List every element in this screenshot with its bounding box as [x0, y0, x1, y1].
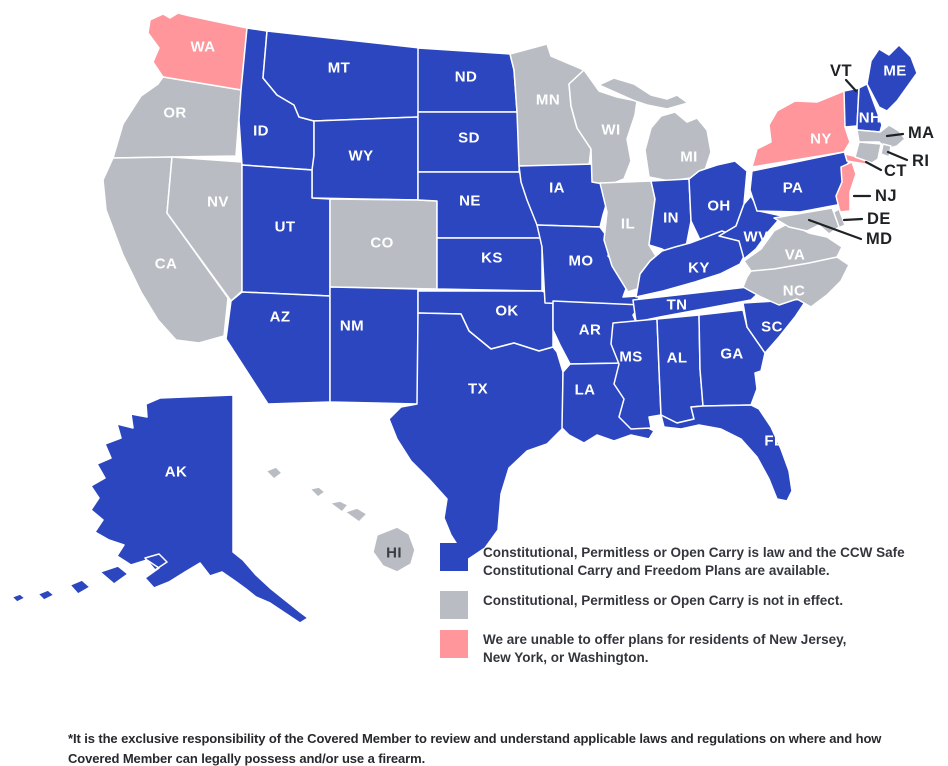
footnote-line-2: Covered Member can legally possess and/or use a firearm.	[68, 751, 426, 766]
legend	[440, 543, 905, 678]
legend-label-line: New York, or Washington.	[483, 650, 649, 665]
callout-label-ma: MA	[908, 124, 935, 142]
state-label-ks: KS	[481, 249, 503, 267]
callout-line-de	[844, 219, 862, 220]
state-label-me: ME	[883, 62, 907, 80]
state-label-nd: ND	[454, 68, 478, 86]
legend-label-line: Constitutional Carry and Freedom Plans are available.	[483, 563, 830, 578]
state-label-wa: WA	[190, 38, 216, 56]
state-label-al: AL	[666, 349, 688, 367]
state-label-ar: AR	[578, 321, 602, 339]
state-label-hi: HI	[386, 544, 402, 562]
legend-swatch-available	[440, 543, 468, 571]
state-label-fl: FL	[764, 432, 784, 450]
legend-label-line: Constitutional, Permitless or Open Carry is law and the CCW Safe	[483, 545, 905, 560]
state-label-co: CO	[370, 234, 394, 252]
state-label-tx: TX	[468, 380, 488, 398]
state-label-sd: SD	[458, 129, 480, 147]
state-label-ne: NE	[459, 192, 481, 210]
footnote-line-1: *It is the exclusive responsibility of the Covered Member to review and understand applicable laws and regulations on where and how	[68, 731, 882, 746]
state-label-va: VA	[784, 246, 806, 264]
state-label-mn: MN	[535, 91, 561, 109]
state-label-ak: AK	[164, 463, 188, 481]
state-label-az: AZ	[269, 308, 291, 326]
legend-label-unavailable	[483, 630, 846, 667]
legend-item-available	[440, 543, 905, 580]
legend-label-not_in_effect	[483, 591, 843, 610]
state-label-wi: WI	[601, 121, 621, 139]
state-ak	[12, 395, 308, 623]
state-label-ia: IA	[549, 179, 565, 197]
state-label-wv: WV	[743, 228, 769, 246]
state-label-tn: TN	[666, 296, 688, 314]
legend-item-unavailable	[440, 630, 905, 667]
callout-line-ct	[866, 162, 881, 170]
state-label-mo: MO	[568, 252, 594, 270]
state-label-mt: MT	[327, 59, 351, 77]
state-ri	[881, 144, 891, 157]
state-label-nh: NH	[858, 109, 882, 127]
state-label-oh: OH	[707, 197, 731, 215]
state-label-ga: GA	[720, 345, 744, 363]
legend-label-line: Constitutional, Permitless or Open Carry is not in effect.	[483, 593, 844, 608]
callout-label-vt: VT	[830, 62, 852, 80]
callout-label-nj: NJ	[875, 187, 897, 205]
state-label-nc: NC	[782, 282, 806, 300]
legend-label-available	[483, 543, 905, 580]
state-label-la: LA	[574, 381, 596, 399]
callout-label-ri: RI	[912, 152, 930, 170]
state-nm	[330, 287, 418, 404]
footnote	[68, 729, 881, 766]
state-label-or: OR	[163, 104, 187, 122]
state-label-nv: NV	[207, 193, 229, 211]
state-label-mi: MI	[680, 148, 698, 166]
state-label-ky: KY	[688, 259, 710, 277]
state-label-nm: NM	[339, 317, 365, 335]
callout-label-de: DE	[867, 210, 891, 228]
state-label-in: IN	[663, 209, 679, 227]
legend-swatch-not_in_effect	[440, 591, 468, 619]
state-label-ny: NY	[810, 130, 832, 148]
state-label-ut: UT	[274, 218, 296, 236]
state-label-ms: MS	[619, 348, 643, 366]
legend-item-not_in_effect	[440, 591, 905, 619]
state-label-id: ID	[253, 122, 269, 140]
state-label-sc: SC	[761, 318, 783, 336]
callout-label-ct: CT	[884, 162, 907, 180]
state-label-pa: PA	[782, 179, 804, 197]
state-label-wy: WY	[348, 147, 374, 165]
legend-label-line: We are unable to offer plans for residents of New Jersey,	[483, 632, 847, 647]
callout-line-ri	[888, 152, 907, 160]
state-label-il: IL	[620, 215, 636, 233]
legend-swatch-unavailable	[440, 630, 468, 658]
state-label-ok: OK	[495, 302, 519, 320]
state-label-ca: CA	[154, 255, 178, 273]
callout-label-md: MD	[866, 230, 893, 248]
